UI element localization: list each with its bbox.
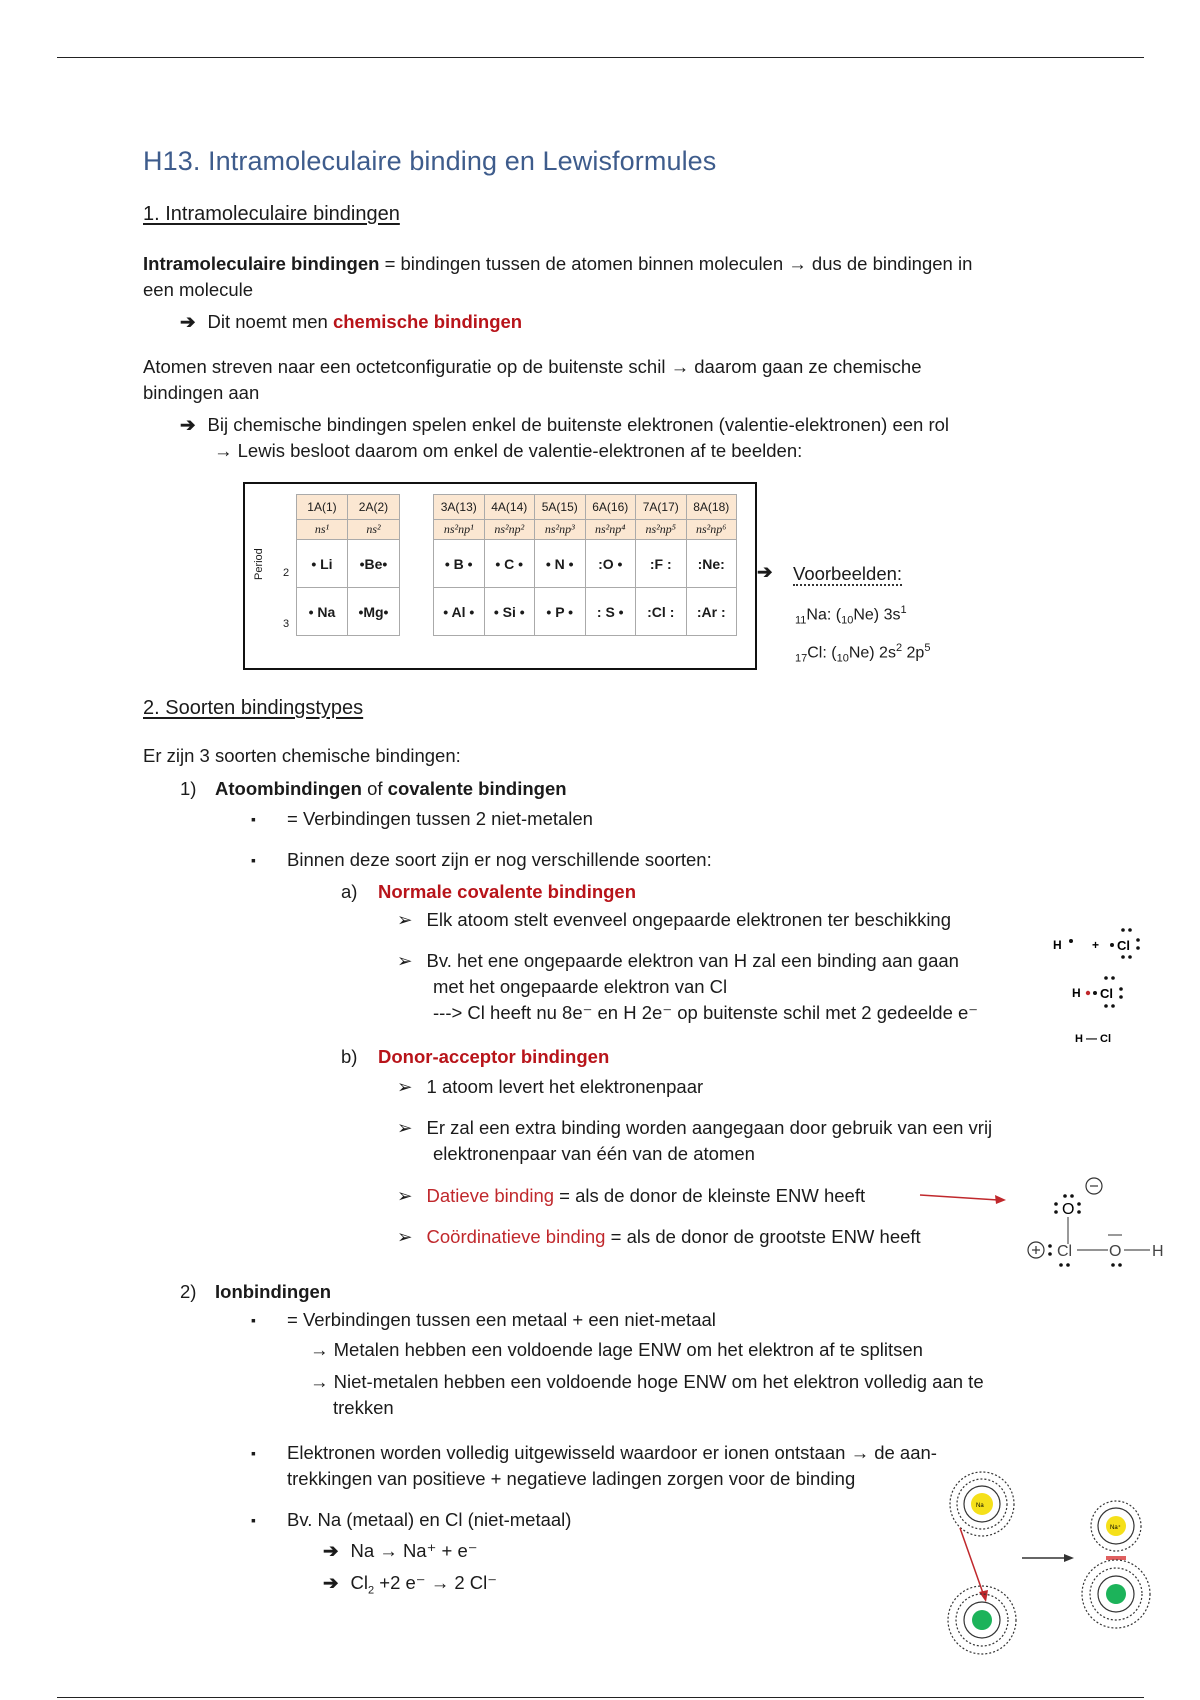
hcl-plus: + [1092,938,1100,952]
element-mg: •Mg• [347,588,399,636]
hcl-h-1: H [1053,938,1062,952]
na-atom-label: Na [976,1503,984,1509]
definition-text-2: een molecule [143,279,254,300]
b-point-2-line-2: elektronenpaar van één van de atomen [433,1143,755,1164]
b-point-1-text: 1 atoom levert het elektronenpaar [426,1076,704,1097]
element-n: • N • [535,540,586,588]
bullet-icon: ▪ [251,1445,256,1461]
subitem-b [341,1044,609,1070]
coordinative-term: Coördinatieve binding [426,1226,606,1247]
b-point-3-rest: = als de donor de kleinste ENW heeft [554,1185,866,1206]
eq2-sub: 2 [368,1584,375,1597]
ion-bullet-1a: → Metalen hebben een voldoende lage ENW om het elektron af te splitsen [310,1339,923,1360]
group-header: 1A(1) [297,495,348,520]
hcl-cl-1: Cl [1117,938,1130,953]
electron-dot [1110,943,1114,947]
arrow-icon: ➔ [323,1572,339,1593]
arrow-icon: ➔ [323,1540,339,1561]
subitem-b-label: b) [341,1046,358,1067]
b-point-2-line-1: Er zal een extra binding worden aangegaan door gebruik van een vrij [426,1117,993,1138]
definition-text-1: = bindingen tussen de atomen binnen moleculen → dus de bindingen in [379,253,973,274]
triangle-bullet-icon: ➢ [397,1226,413,1247]
triangle-bullet-icon: ➢ [397,1117,413,1138]
octet-line-1: Atomen streven naar een octetconfiguratie op de buitenste schil → daarom gaan ze chemische [143,356,922,377]
definition-term: Intramoleculaire bindingen [143,253,380,274]
examples-arrow [757,559,785,585]
na-sup: 1 [900,604,907,616]
arrow-icon: ➔ [757,561,773,582]
subitem-b-title: Donor-acceptor bindingen [378,1046,610,1067]
ion-bullet-1b-line-1: → Niet-metalen hebben een voldoende hoge ENW om het elektron volledig aan te [310,1371,984,1392]
dative-molecule-figure [1020,1172,1170,1272]
equation-1-text: Na → Na⁺ + e⁻ [350,1540,478,1561]
octet-line-2: bindingen aan [143,382,260,403]
eq2-cl: Cl [350,1572,368,1593]
item-1-bold-1: Atoombindingen [215,778,362,799]
element-b: • B • [434,540,485,588]
element-ar: :Ar : [686,588,737,636]
element-al: • Al • [434,588,485,636]
a-point-1 [397,907,951,933]
section-2-intro: Er zijn 3 soorten chemische bindingen: [143,745,461,766]
ion-bullet-1: = Verbindingen tussen een metaal + een niet-metaal [287,1309,716,1330]
row-2-number: 2 [283,567,290,579]
element-o: :O • [585,540,636,588]
element-p: • P • [535,588,586,636]
bullet-icon: ▪ [251,1512,256,1528]
b-point-2 [397,1115,1097,1167]
element-li: • Li [297,540,348,588]
config-cell: ns²np⁵ [636,520,687,540]
dative-h-label: H [1152,1243,1164,1260]
example-cl [795,635,930,672]
item-1-number: 1) [180,778,197,799]
element-ne: :Ne: [686,540,737,588]
group-header: 4A(14) [484,495,535,520]
group-header: 2A(2) [347,495,399,520]
electron-transfer-arrow [960,1528,984,1596]
element-s: : S • [585,588,636,636]
bullet-icon: ▪ [251,1312,256,1328]
cl-mid: 2p [902,644,925,662]
equation-1 [323,1538,478,1564]
lewis-table-left [296,494,400,636]
b-point-4 [397,1224,921,1250]
subitem-a [341,879,636,905]
cl-atomic-number: 17 [795,652,808,665]
shared-electron-dot [1086,991,1090,995]
definition-paragraph [143,251,1103,303]
item-1-bold-2: covalente bindingen [387,778,567,799]
cl-main: Cl: ( [807,644,837,662]
bullet-icon: ▪ [251,852,256,868]
na-main: Na: ( [806,606,842,624]
bottom-rule [57,1697,1144,1698]
eq2-rest: +2 e⁻ → 2 Cl⁻ [374,1572,497,1593]
element-c: • C • [484,540,535,588]
equation-2 [323,1570,497,1604]
element-cl: :Cl : [636,588,687,636]
na-atom-icon [950,1472,1014,1536]
dative-o2-label: O [1109,1243,1122,1260]
top-rule [57,57,1144,58]
subitem-a-title: Normale covalente bindingen [378,881,637,902]
dative-o-label: O [1062,1201,1075,1218]
b-point-1 [397,1074,703,1100]
hcl-bond-formula: H — Cl [1075,1033,1112,1045]
octet-paragraph [143,354,1123,406]
hcl-lewis-figure [1045,918,1155,1048]
lewis-table-right [433,494,737,636]
examples-label-text: Voorbeelden: [793,563,903,584]
element-na: • Na [297,588,348,636]
a-point-2-line-3: ---> Cl heeft nu 8e⁻ en H 2e⁻ op buitenste schil met 2 gedeelde e⁻ [433,1002,979,1023]
na-rest: Ne) 3s [853,606,901,624]
dative-term: Datieve binding [426,1185,555,1206]
ionic-bond-figure [940,1468,1160,1658]
config-cell: ns²np¹ [434,520,485,540]
group-header: 3A(13) [434,495,485,520]
config-cell: ns²np⁴ [585,520,636,540]
triangle-bullet-icon: ➢ [397,909,413,930]
item-1-mid: of [361,778,388,799]
ion-bullet-2-line-2: trekkingen van positieve + negatieve ladingen zorgen voor de binding [287,1468,856,1489]
na-core: 10 [841,614,854,627]
ionic-attraction-icon [1106,1556,1126,1560]
dative-arrow [918,1188,1010,1208]
row-3-number: 3 [283,618,290,630]
ion-bullet-2-line-1: Elektronen worden volledig uitgewisseld waardoor er ionen ontstaan → de aan- [287,1442,937,1463]
element-f: :F : [636,540,687,588]
arrow-icon: ➔ [180,311,196,332]
ion-bullet-2 [287,1440,1047,1492]
valence-line-1: Bij chemische bindingen spelen enkel de buitenste elektronen (valentie-elektronen) een rol [207,414,950,435]
b-point-3 [397,1183,865,1209]
bullet-1-text: = Verbindingen tussen 2 niet-metalen [287,808,593,829]
triangle-bullet-icon: ➢ [397,1185,413,1206]
bullet-icon: ▪ [251,811,256,827]
ion-bullet-1b-line-2: trekken [333,1397,394,1418]
group-header: 5A(15) [535,495,586,520]
subitem-a-label: a) [341,881,358,902]
chem-red-term: chemische bindingen [332,311,523,332]
cl-sup-1: 2 [895,642,903,654]
chemical-bonds-line [180,309,522,335]
chem-pre: Dit noemt men [207,311,333,332]
na-ion-icon [1091,1501,1141,1551]
config-cell: ns²np² [484,520,535,540]
element-be: •Be• [347,540,399,588]
na-atomic-number: 11 [795,614,807,627]
hcl-cl-2: Cl [1100,986,1113,1001]
electron-dot [1069,939,1073,943]
example-na [795,597,907,634]
na-ion-label: Na⁺ [1110,1525,1121,1531]
item-2-number: 2) [180,1281,197,1302]
section-2-heading: 2. Soorten bindingstypes [143,697,364,719]
section-1-heading: 1. Intramoleculaire bindingen [143,203,400,225]
item-2 [180,1279,331,1305]
item-2-title: Ionbindingen [215,1281,332,1302]
cl-core: 10 [836,652,849,665]
examples-label [793,561,902,587]
cl-rest: Ne) 2s [848,644,896,662]
dative-cl-label: Cl [1057,1243,1073,1260]
valence-line-2: → Lewis besloot daarom om enkel de valentie-elektronen af te beelden: [214,440,803,461]
a-point-2 [397,948,1037,1026]
valence-paragraph [180,412,1140,464]
cl-ion-icon [1082,1560,1150,1628]
group-header: 8A(18) [686,495,737,520]
period-label: Period [253,548,265,580]
element-si: • Si • [484,588,535,636]
group-header: 7A(17) [636,495,687,520]
config-cell: ns² [347,520,399,540]
ion-bullet-1b [310,1369,1090,1421]
config-cell: ns²np⁶ [686,520,737,540]
a-point-2-line-1: Bv. het ene ongepaarde elektron van H zal een binding aan gaan [426,950,959,971]
b-point-4-rest: = als de donor de grootste ENW heeft [605,1226,921,1247]
ion-bullet-3: Bv. Na (metaal) en Cl (niet-metaal) [287,1509,572,1530]
config-cell: ns²np³ [535,520,586,540]
page-title: H13. Intramoleculaire binding en Lewisformules [143,146,717,176]
bullet-2-text: Binnen deze soort zijn er nog verschillende soorten: [287,849,712,870]
group-header: 6A(16) [585,495,636,520]
config-cell: ns¹ [297,520,348,540]
triangle-bullet-icon: ➢ [397,950,413,971]
hcl-h-2: H [1072,986,1081,1000]
a-point-2-line-2: met het ongepaarde elektron van Cl [433,976,728,997]
triangle-bullet-icon: ➢ [397,1076,413,1097]
a-point-1-text: Elk atoom stelt evenveel ongepaarde elektronen ter beschikking [426,909,952,930]
item-1 [180,776,567,802]
cl-sup-2: 5 [924,642,931,654]
arrow-icon: ➔ [180,414,196,435]
